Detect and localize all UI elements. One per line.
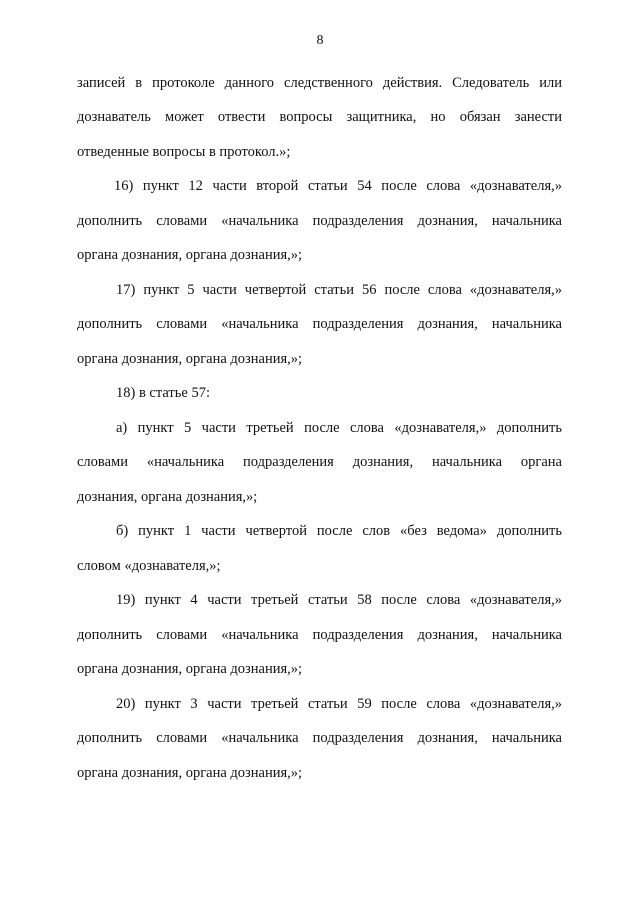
text-line: 16) пункт 12 части второй статьи 54 после слова «дознавателя,» (114, 178, 562, 194)
text-line: 19) пункт 4 части третьей статьи 58 после слова «дознавателя,» (116, 592, 562, 608)
text-line: 17) пункт 5 части четвертой статьи 56 после слова «дознавателя,» (116, 282, 562, 298)
text-line: органа дознания, органа дознания,»; (77, 247, 303, 263)
text-line: дознаватель может отвести вопросы защитника, но обязан занести (77, 109, 562, 125)
text-line: дополнить словами «начальника подразделения дознания, начальника (77, 316, 562, 332)
text-line: дополнить словами «начальника подразделения дознания, начальника (77, 730, 562, 746)
page-number: 8 (316, 33, 324, 48)
text-line: записей в протоколе данного следственного действия. Следователь или (77, 75, 562, 91)
text-line: б) пункт 1 части четвертой после слов «без ведома» дополнить (116, 523, 562, 539)
text-line: а) пункт 5 части третьей после слова «дознавателя,» дополнить (116, 420, 562, 436)
text-line: органа дознания, органа дознания,»; (77, 661, 303, 677)
text-line: органа дознания, органа дознания,»; (77, 351, 303, 367)
text-line: дополнить словами «начальника подразделения дознания, начальника (77, 213, 562, 229)
text-line: дознания, органа дознания,»; (77, 489, 258, 505)
text-line: словами «начальника подразделения дознания, начальника органа (77, 454, 562, 470)
text-line: органа дознания, органа дознания,»; (77, 765, 303, 781)
text-line: отведенные вопросы в протокол.»; (77, 144, 291, 160)
text-line: дополнить словами «начальника подразделения дознания, начальника (77, 627, 562, 643)
text-line: 18) в статье 57: (116, 385, 210, 401)
text-line: словом «дознавателя,»; (77, 558, 221, 574)
text-line: 20) пункт 3 части третьей статьи 59 после слова «дознавателя,» (116, 696, 562, 712)
